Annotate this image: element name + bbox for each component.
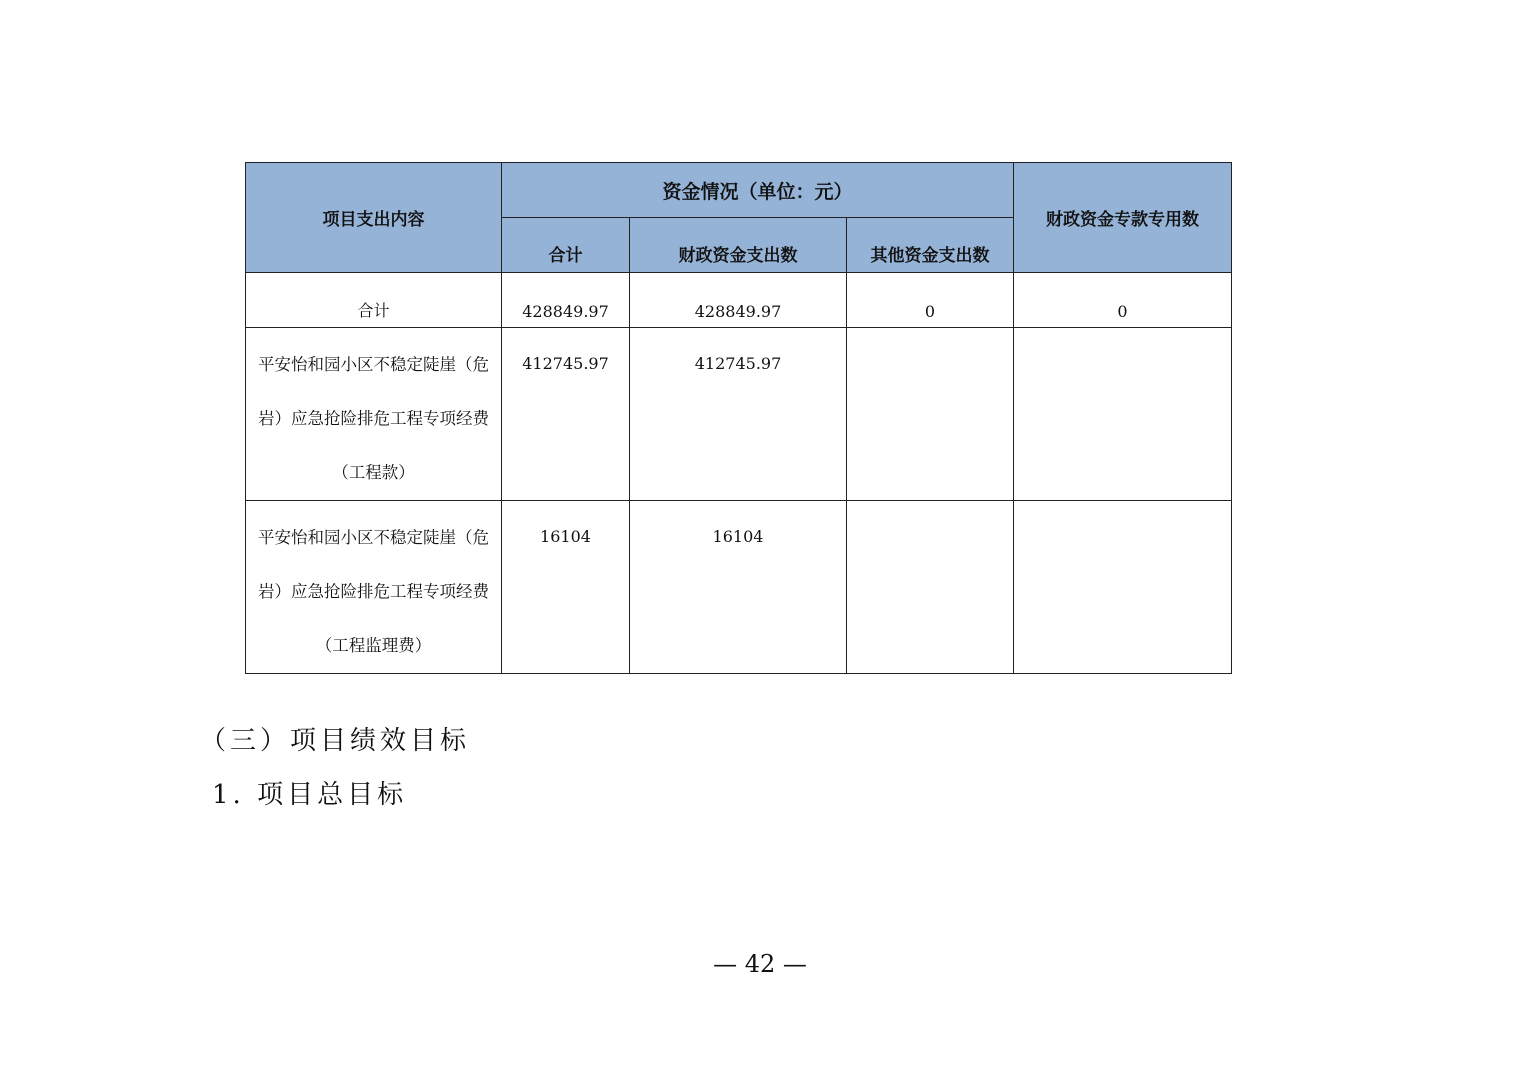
header-other-expend: 其他资金支出数 (847, 218, 1014, 273)
row-label (246, 501, 502, 674)
fund-table (245, 162, 1232, 674)
row-fiscal: 412745.97 (630, 328, 847, 501)
header-content: 项目支出内容 (246, 163, 502, 273)
row-label-line: （工程监理费） (315, 636, 432, 655)
row-label-line: （工程款） (332, 463, 415, 482)
row-label: 合计 (246, 273, 502, 328)
row-label-line: 岩）应急抢险排危工程专项经费 (258, 409, 489, 428)
header-fiscal-expend: 财政资金支出数 (630, 218, 847, 273)
section-heading: （三）项目绩效目标 (200, 726, 471, 756)
row-total: 16104 (502, 501, 630, 674)
row-total: 412745.97 (502, 328, 630, 501)
row-fiscal: 428849.97 (630, 273, 847, 328)
row-label-line: 平安怡和园小区不稳定陡崖（危 (258, 355, 489, 374)
table-row (246, 328, 1232, 501)
row-other (847, 328, 1014, 501)
row-other: 0 (847, 273, 1014, 328)
row-special (1014, 328, 1232, 501)
header-total: 合计 (502, 218, 630, 273)
row-fiscal: 16104 (630, 501, 847, 674)
subsection-heading: 1. 项目总目标 (212, 780, 408, 810)
row-total: 428849.97 (502, 273, 630, 328)
row-label (246, 328, 502, 501)
table-row (246, 273, 1232, 328)
page-number: — 42 — (713, 950, 807, 978)
table-row (246, 501, 1232, 674)
row-special: 0 (1014, 273, 1232, 328)
row-label-line: 岩）应急抢险排危工程专项经费 (258, 582, 489, 601)
header-funds-group: 资金情况（单位：元） (502, 163, 1014, 218)
header-fiscal-special: 财政资金专款专用数 (1014, 163, 1232, 273)
row-other (847, 501, 1014, 674)
row-special (1014, 501, 1232, 674)
row-label-line: 平安怡和园小区不稳定陡崖（危 (258, 528, 489, 547)
